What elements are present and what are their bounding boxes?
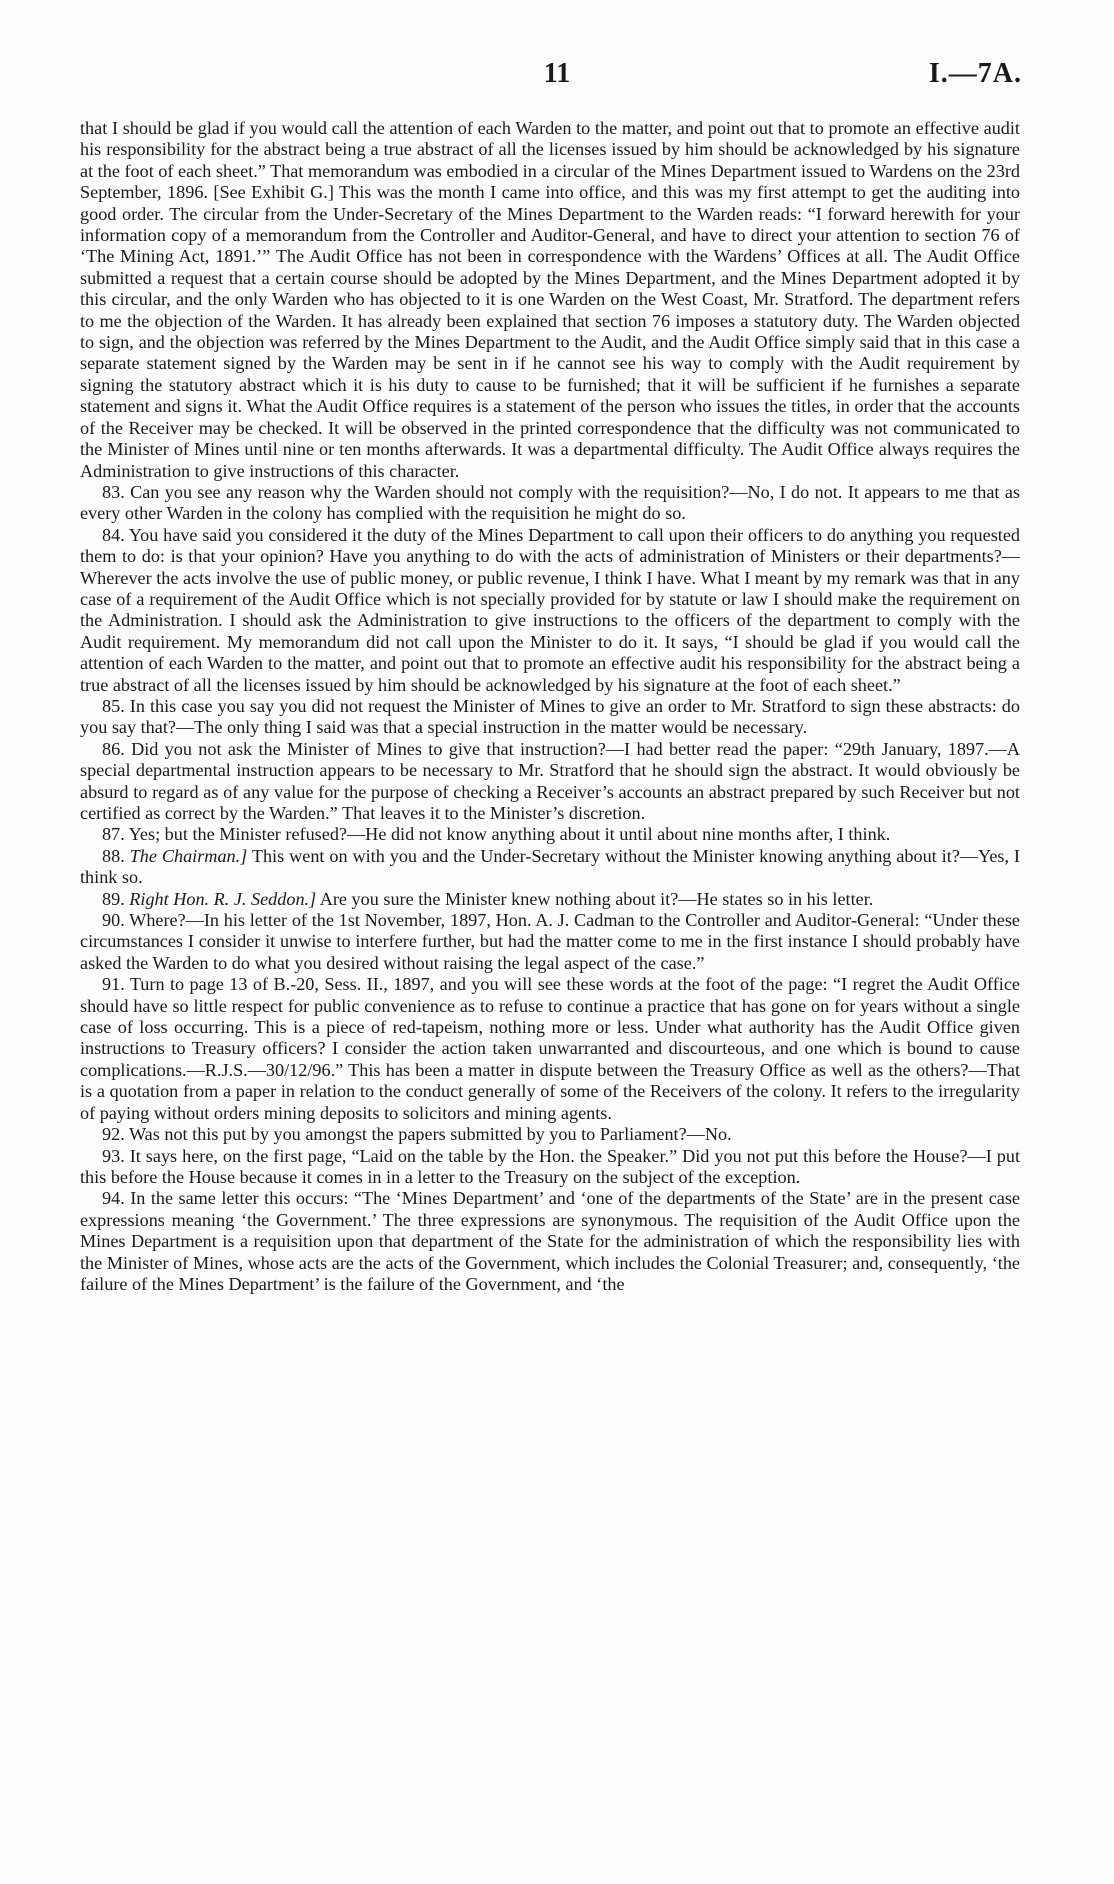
question-89 <box>80 889 1020 910</box>
paragraph-continued: that I should be glad if you would call the attention of each Warden to the matter, and point out that to promote an effective audit his responsibility for the abstract being a true abstract of all the licenses issued by him should be acknowledged by his signature at the foot of each sheet.” That memorandum was embodied in a circular of the Mines Department issued to Wardens on the 23rd September, 1896. [See Exhibit G.] This was the month I came into office, and this was my first attempt to get the auditing into good order. The circular from the Under-Secretary of the Mines Department to the Warden reads: “I forward herewith for your information copy of a memorandum from the Controller and Auditor-General, and have to direct your attention to section 76 of ‘The Mining Act, 1891.’” The Audit Office has not been in correspondence with the Wardens’ Offices at all. The Audit Office submitted a request that a certain course should be adopted by the Mines Department, and the Mines Department adopted it by this circular, and the only Warden who has objected to it is one Warden on the West Coast, Mr. Stratford. The department refers to me the objection of the Warden. It has already been explained that section 76 imposes a statutory duty. The Warden objected to sign, and the objection was referred by the Mines Department to the Audit, and the Audit Office simply said that in this case a separate statement signed by the Warden may be sent in if he cannot see his way to comply with the Audit requirement by signing the statutory abstract which it is his duty to cause to be furnished; that it will be sufficient if he furnishes a separate statement and signs it. What the Audit Office requires is a statement of the person who issues the titles, in order that the accounts of the Receiver may be checked. It will be observed in the printed correspondence that the difficulty was not communicated to the Minister of Mines until nine or ten months afterwards. It was a departmental difficulty. The Audit Office always requires the Administration to give instructions of this character. <box>80 118 1020 481</box>
question-number: 88. <box>102 845 130 866</box>
question-text: Are you sure the Minister knew nothing about it?—He states so in his letter. <box>316 888 874 909</box>
question-text: This went on with you and the Under-Secretary without the Minister knowing anything about it?—Yes, I think so. <box>80 845 1020 888</box>
question-83: 83. Can you see any reason why the Warden should not comply with the requisition?—No, I do not. It appears to me that as every other Warden in the colony has complied with the requisition he might do so. <box>80 481 1020 524</box>
page-header <box>0 58 1114 98</box>
question-87: 87. Yes; but the Minister refused?—He did not know anything about it until about nine months after, I think. <box>102 824 891 845</box>
speaker-name: Right Hon. R. J. Seddon.] <box>129 888 317 909</box>
question-85: 85. In this case you say you did not request the Minister of Mines to give an order to Mr. Stratford to sign these abstracts: do you say that?—The only thing I said was that a special instruction in the matter would be necessary. <box>80 695 1020 738</box>
question-92: 92. Was not this put by you amongst the papers submitted by you to Parliament?—No. <box>102 1124 732 1145</box>
document-body <box>80 118 1020 1295</box>
question-86: 86. Did you not ask the Minister of Mines to give that instruction?—I had better read the paper: “29th January, 1897.—A special departmental instruction appears to be necessary to Mr. Stratford that he should sign the abstract. It would obviously be absurd to regard as of any value for the purpose of checking a Receiver’s accounts an abstract prepared by such Receiver but not certified as correct by the Warden.” That leaves it to the Minister’s discretion. <box>80 738 1020 823</box>
speaker-name: The Chairman.] <box>129 845 248 866</box>
question-91: 91. Turn to page 13 of B.-20, Sess. II., 1897, and you will see these words at the foot of the page: “I regret the Audit Office should have so little respect for public convenience as to refuse to continue a practice that has gone on for years without a single case of loss occurring. This is a piece of red-tapeism, nothing more or less. Under what authority has the Audit Office given instructions to Treasury officers? I consider the action taken unwarranted and discourteous, and one which is bound to cause complications.—R.J.S.—30/12/96.” This has been a matter in dispute between the Treasury Office as well as the others?—That is a quotation from a paper in relation to the conduct generally of some of the Receivers of the colony. It refers to the irregularity of paying without orders mining deposits to solicitors and mining agents. <box>80 974 1020 1123</box>
question-84: 84. You have said you considered it the duty of the Mines Department to call upon their officers to do anything you requested them to do: is that your opinion? Have you anything to do with the acts of administration of Ministers or their departments?—Wherever the acts involve the use of public money, or public revenue, I think I have. What I meant by my remark was that in any case of a requirement of the Audit Office which is not specially provided for by statute or law I should make the requirement on the Administration. I should ask the Administration to give instructions to the officers of the department to comply with the Audit requirement. My memorandum did not call upon the Minister to do it. It says, “I should be glad if you would call the attention of each Warden to the matter, and point out that to promote an effective audit his responsibility for the abstract being a true abstract of all the licenses issued by him should be acknowledged by his signature at the foot of each sheet.” <box>80 524 1020 695</box>
question-number: 89. <box>102 888 130 909</box>
page-number: 11 <box>543 58 571 89</box>
question-93: 93. It says here, on the first page, “Laid on the table by the Hon. the Speaker.” Did you not put this before the House?—I put this before the House because it comes in in a letter to the Treasury on the subject of the exception. <box>80 1145 1020 1187</box>
question-90: 90. Where?—In his letter of the 1st November, 1897, Hon. A. J. Cadman to the Controller and Auditor-General: “Under these circumstances I consider it unwise to interfere further, but had the matter come to me in the first instance I should probably have asked the Warden to do what you desired without raising the legal aspect of the case.” <box>80 910 1020 973</box>
question-94: 94. In the same letter this occurs: “The ‘Mines Department’ and ‘one of the departments of the State’ are in the present case expressions meaning ‘the Government.’ The three expressions are synonymous. The requisition of the Audit Office upon the Mines Department is a requisition upon that department of the State for the administration of which the responsibility lies with the Minister of Mines, whose acts are the acts of the Government, which includes the Colonial Treasurer; and, consequently, ‘the failure of the Mines Department’ is the failure of the Government, and ‘the <box>80 1188 1020 1294</box>
question-88 <box>80 846 1020 889</box>
document-reference: I.—7A. <box>928 58 1022 89</box>
